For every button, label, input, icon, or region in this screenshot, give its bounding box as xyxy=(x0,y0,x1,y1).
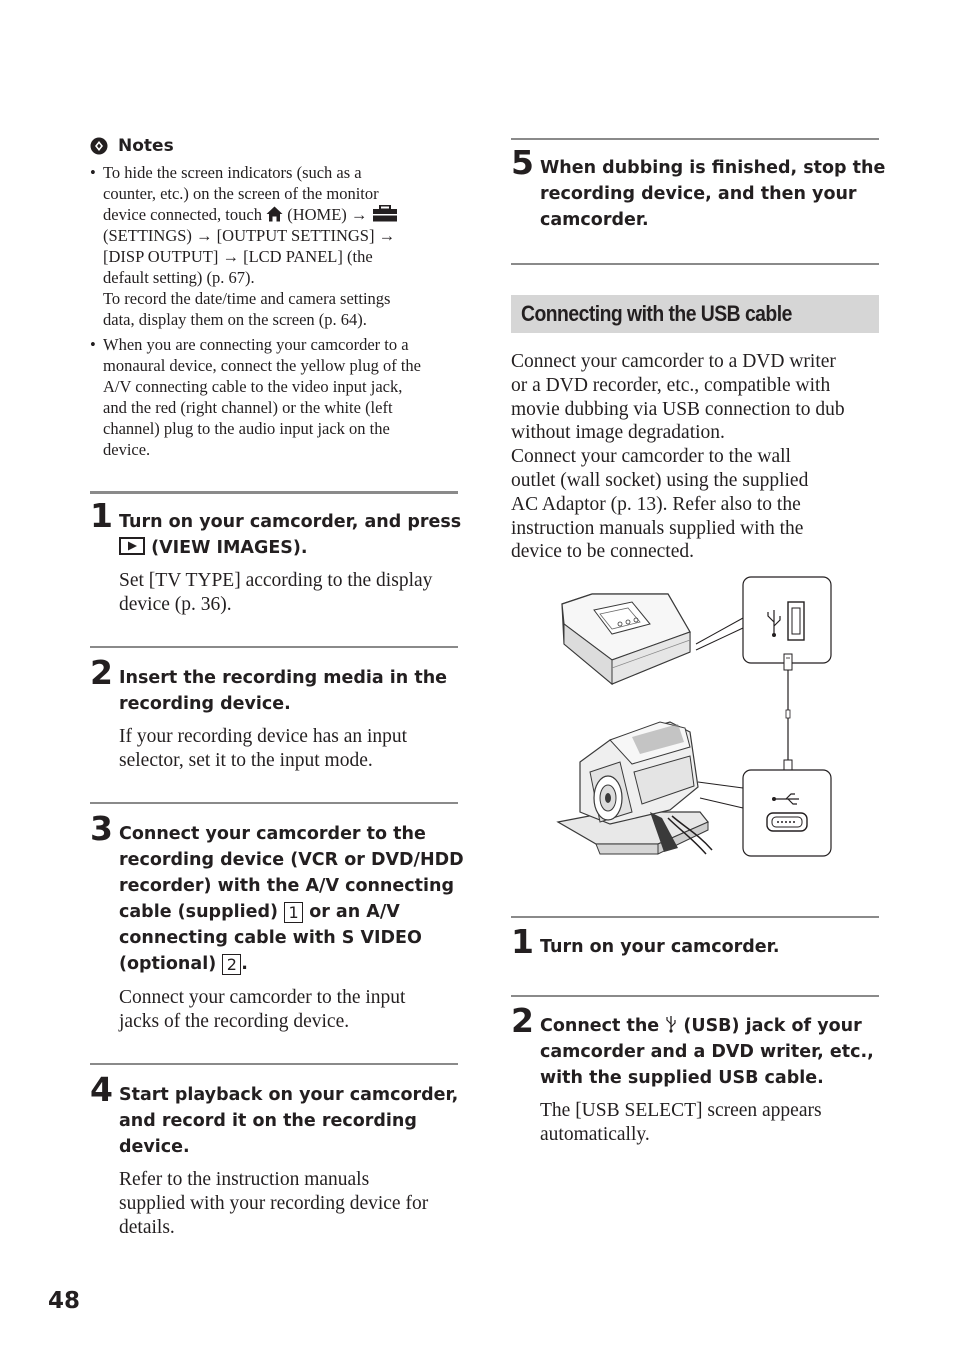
usb-connection-illustration xyxy=(550,572,840,872)
usb-port-callout-camcorder xyxy=(743,770,831,856)
step-number: 2 xyxy=(90,653,113,692)
note-line: device connected, touch xyxy=(103,205,262,224)
note-line: A/V connecting cable to the video input jack, xyxy=(103,377,403,396)
section-divider xyxy=(511,263,879,265)
step-title: Connect the (USB) jack of your camcorder and a DVD writer, etc., with the supplied USB cable. xyxy=(540,1016,874,1088)
step-title: When dubbing is finished, stop the recording device, and then your camcorder. xyxy=(540,158,886,230)
note-line: channel) plug to the audio input jack on the xyxy=(103,419,390,438)
step-number: 1 xyxy=(90,496,113,535)
step-title: Turn on your camcorder. xyxy=(540,937,780,957)
step-title: Start playback on your camcorder, and record it on the recording device. xyxy=(119,1085,459,1157)
step-divider xyxy=(511,916,879,918)
step-body: The [USB SELECT] screen appears automatically. xyxy=(540,1100,822,1145)
note-item xyxy=(90,162,458,330)
note-item xyxy=(90,334,458,460)
step-divider xyxy=(90,1063,458,1065)
page-number: 48 xyxy=(48,1288,81,1314)
notes-heading xyxy=(90,136,174,156)
step-title: Insert the recording media in the recording device. xyxy=(119,668,448,714)
step-number: 4 xyxy=(90,1070,113,1109)
note-line: device. xyxy=(103,440,151,459)
step-number: 3 xyxy=(90,809,113,848)
settings-toolbox-icon xyxy=(372,205,398,222)
note-line: data, display them on the screen (p. 64). xyxy=(103,310,367,329)
step-body: Connect your camcorder to the input jacks of the recording device. xyxy=(119,987,406,1032)
camcorder-illustration xyxy=(558,722,712,854)
note-line: counter, etc.) on the screen of the monitor xyxy=(103,184,379,203)
step-body: If your recording device has an input selector, set it to the input mode. xyxy=(119,726,408,771)
note-line: • To hide the screen indicators (such as a xyxy=(103,163,362,182)
step-divider xyxy=(90,802,458,804)
step-divider xyxy=(90,491,458,494)
note-line: • When you are connecting your camcorder to a xyxy=(103,335,409,354)
home-icon xyxy=(266,206,283,222)
note-line: (SETTINGS) → [OUTPUT SETTINGS] → xyxy=(103,226,396,245)
step-number: 1 xyxy=(511,922,534,961)
notes-list xyxy=(90,162,458,464)
step-divider xyxy=(511,995,879,997)
note-line: [DISP OUTPUT] → [LCD PANEL] (the xyxy=(103,247,373,266)
step-body: Set [TV TYPE] according to the display device (p. 36). xyxy=(119,570,433,615)
usb-symbol-icon xyxy=(665,1015,677,1033)
view-images-icon xyxy=(119,537,145,555)
step-number: 5 xyxy=(511,143,534,182)
cable-number-box: 2 xyxy=(222,954,241,975)
step-title: Connect your camcorder to the recording device (VCR or DVD/HDD recorder) with the A/V connecting cable (supplied) 1 or an A/V connecting cable with S VIDEO (optional) 2 . xyxy=(119,824,464,974)
note-line: default setting) (p. 67). xyxy=(103,268,255,287)
note-line: (HOME) → xyxy=(287,205,368,224)
step-body: Refer to the instruction manuals supplied with your recording device for details. xyxy=(119,1169,429,1238)
note-line: and the red (right channel) or the white (left xyxy=(103,398,393,417)
dvd-writer-illustration xyxy=(562,594,690,684)
step-number: 2 xyxy=(511,1001,534,1040)
cable-number-box: 1 xyxy=(284,902,303,923)
step-divider xyxy=(511,138,879,140)
step-title: Turn on your camcorder, and press (VIEW IMAGES). xyxy=(119,512,462,558)
notes-title: Notes xyxy=(118,136,174,156)
section-title: Connecting with the USB cable xyxy=(521,301,792,326)
usb-port-callout-dvd xyxy=(743,577,831,663)
notes-icon xyxy=(90,137,108,155)
usb-intro-paragraph: Connect your camcorder to a DVD writer or a DVD recorder, etc., compatible with movie dubbing via USB connection to dub without image degradation. Connect your camcorder to the wall outlet (wall socket) using the supplied AC Adaptor (p. 13). Refer also to the instruction manuals supplied with the device to be connected. xyxy=(511,351,845,563)
step-divider xyxy=(90,646,458,648)
usb-cable xyxy=(784,654,792,778)
note-line: monaural device, connect the yellow plug of the xyxy=(103,356,421,375)
note-line: To record the date/time and camera settings xyxy=(103,289,391,308)
